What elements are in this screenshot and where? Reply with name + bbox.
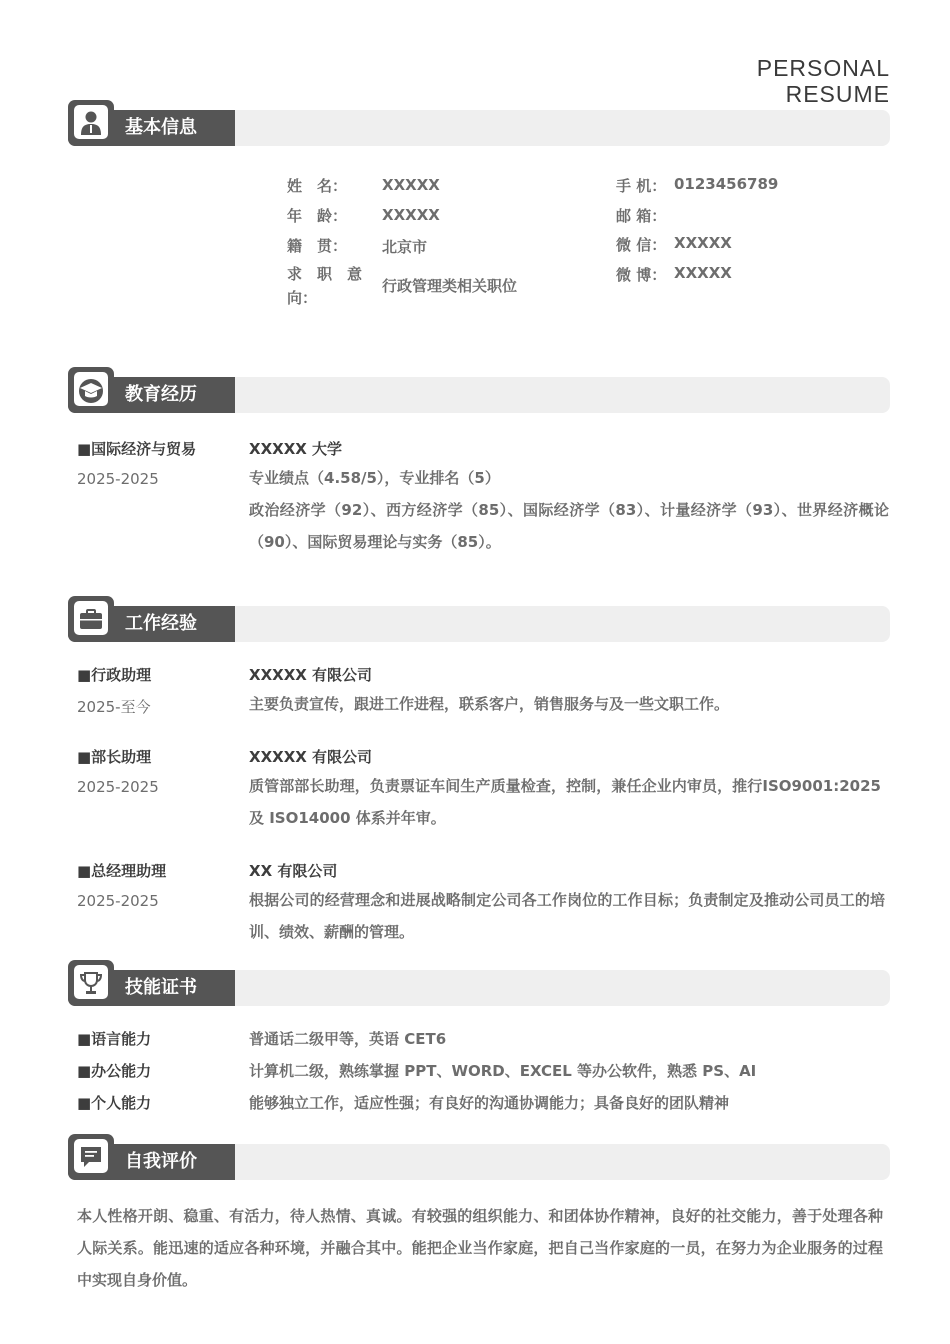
work-company: XXXXX 有限公司 [249, 748, 373, 766]
section-header-basic [68, 100, 890, 140]
label-wechat: 微 信： [616, 236, 667, 254]
section-title-basic: 基本信息 [125, 117, 197, 138]
work-date: 2025-2025 [77, 778, 159, 796]
value-phone: 0123456789 [674, 175, 779, 193]
value-wechat: XXXXX [674, 234, 732, 252]
skill-desc: 能够独立工作，适应性强；有良好的沟通协调能力；具备良好的团队精神 [249, 1094, 730, 1112]
section-header-education [68, 367, 890, 407]
value-objective: 行政管理类相关职位 [382, 277, 518, 295]
skill-name: ■办公能力 [77, 1062, 152, 1080]
value-weibo: XXXXX [674, 264, 732, 282]
section-header-work [68, 596, 890, 636]
education-major: ■国际经济与贸易 [77, 440, 197, 458]
label-objective-line1: 求 职 意 [287, 265, 363, 283]
label-age: 年 龄： [287, 207, 348, 225]
section-header-skills [68, 960, 890, 1000]
skill-name: ■个人能力 [77, 1094, 152, 1112]
work-desc: 质管部部长助理，负责票证车间生产质量检查，控制，兼任企业内审员，推行ISO9001:2025 及 ISO14000 体系并年审。 [249, 777, 881, 827]
briefcase-icon [74, 602, 108, 636]
work-company: XXXXX 有限公司 [249, 666, 373, 684]
skill-desc: 普通话二级甲等，英语 CET6 [249, 1030, 447, 1048]
value-age: XXXXX [382, 206, 440, 224]
education-gpa: 专业绩点（4.58/5），专业排名（5） [249, 469, 500, 487]
education-date: 2025-2025 [77, 470, 159, 488]
label-hometown: 籍 贯： [287, 237, 348, 255]
work-date: 2025-至今 [77, 698, 151, 716]
user-icon [74, 106, 108, 140]
work-desc: 根据公司的经营理念和进展战略制定公司各工作岗位的工作目标；负责制定及推动公司员工的培训、绩效、薪酬的管理。 [249, 891, 885, 941]
work-company: XX 有限公司 [249, 862, 338, 880]
work-date: 2025-2025 [77, 892, 159, 910]
label-phone: 手 机： [616, 177, 667, 195]
self-evaluation-text: 本人性格开朗、稳重、有活力，待人热情、真诚。有较强的组织能力、和团体协作精神，良好的社交能力，善于处理各种人际关系。能迅速的适应各种环境，并融合其中。能把企业当作家庭，把自己当作家庭的一员，在努力为企业服务的过程中实现自身价值。 [77, 1207, 883, 1289]
value-name: XXXXX [382, 176, 440, 194]
education-courses: 政治经济学（92）、西方经济学（85）、国际经济学（83）、计量经济学（93）、世界经济概论（90）、国际贸易理论与实务（85）。 [249, 501, 889, 551]
trophy-icon [74, 966, 108, 1000]
work-role: ■行政助理 [77, 666, 152, 684]
brand-line1: PERSONAL [756, 55, 890, 81]
section-title-skills: 技能证书 [125, 977, 197, 998]
resume-brand [690, 55, 890, 107]
education-school: XXXXX 大学 [249, 440, 343, 458]
skill-desc: 计算机二级，熟练掌握 PPT、WORD、EXCEL 等办公软件，熟悉 PS、AI [249, 1062, 757, 1080]
work-desc: 主要负责宣传，跟进工作进程，联系客户，销售服务与及一些文职工作。 [249, 695, 730, 713]
label-weibo: 微 博： [616, 266, 667, 284]
value-hometown: 北京市 [382, 238, 428, 256]
label-objective-line2: 向： [287, 289, 318, 307]
section-title-education: 教育经历 [125, 384, 197, 405]
chat-icon [74, 1140, 108, 1174]
work-role: ■总经理助理 [77, 862, 167, 880]
label-name: 姓 名： [287, 177, 348, 195]
brand-line2: RESUME [785, 81, 890, 107]
graduation-cap-icon [74, 373, 108, 407]
work-role: ■部长助理 [77, 748, 152, 766]
section-title-work: 工作经验 [125, 613, 197, 634]
label-email: 邮 箱： [616, 207, 667, 225]
section-header-self [68, 1134, 890, 1174]
section-title-self: 自我评价 [125, 1151, 197, 1172]
skill-name: ■语言能力 [77, 1030, 152, 1048]
